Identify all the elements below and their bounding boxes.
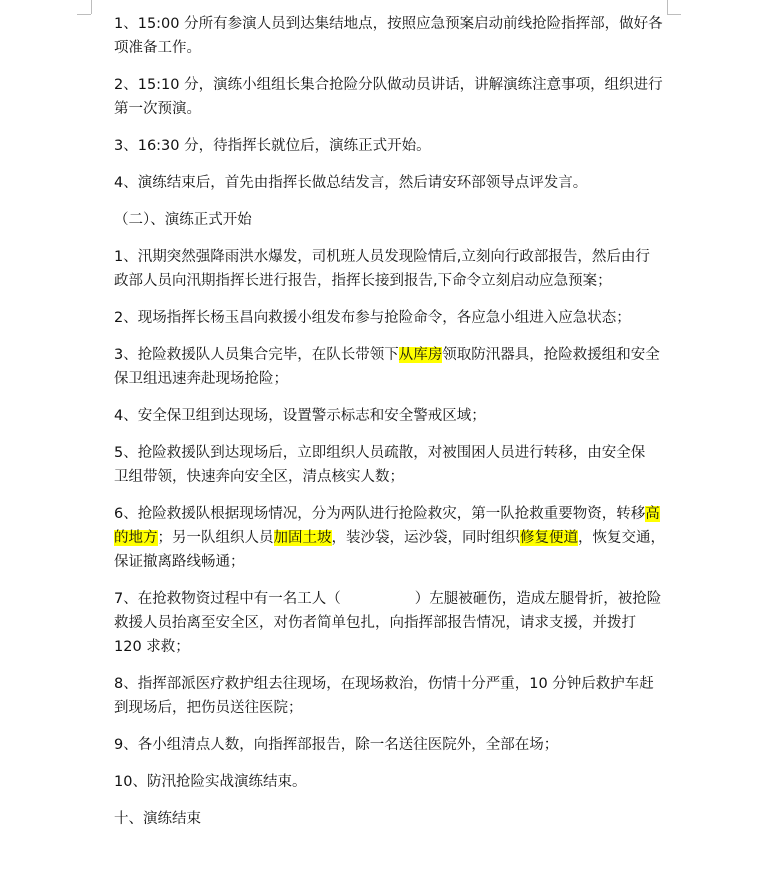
text-line	[114, 73, 674, 97]
paragraph-p7	[114, 306, 674, 330]
text-line	[114, 696, 674, 720]
page-corner-mark-left	[91, 0, 92, 14]
text-line	[114, 770, 674, 794]
text-run: 2、现场指挥长杨玉昌向救援小组发布参与抢险命令，各应急小组进入应急状态；	[114, 310, 631, 326]
text-line	[114, 733, 674, 757]
paragraph-p14	[114, 733, 674, 757]
text-line	[114, 404, 674, 428]
paragraph-p4	[114, 171, 674, 195]
text-line	[114, 343, 674, 367]
text-run: 7、在抢救物资过程中有一名工人（	[114, 591, 341, 607]
text-line	[114, 171, 674, 195]
text-run: 十、演练结束	[114, 811, 201, 827]
highlighted-text: 修复便道	[520, 530, 578, 546]
text-run: 9、各小组清点人数，向指挥部报告，除一名送往医院外，全部在场；	[114, 737, 559, 753]
paragraph-p12	[114, 587, 674, 659]
paragraph-p9	[114, 404, 674, 428]
text-line	[114, 12, 674, 36]
paragraph-p15	[114, 770, 674, 794]
text-run: 120 求救；	[114, 639, 190, 655]
text-line	[114, 807, 674, 831]
text-run: 项准备工作。	[114, 40, 201, 56]
text-run: 政部人员向汛期指挥长进行报告，指挥长接到报告,下命令立刻启动应急预案；	[114, 273, 612, 289]
text-line	[114, 672, 674, 696]
paragraph-p3	[114, 134, 674, 158]
paragraph-p13	[114, 672, 674, 720]
text-run: 5、抢险救援队到达现场后，立即组织人员疏散，对被围困人员进行转移，由安全保	[114, 445, 646, 461]
text-run: ；另一队组织人员	[157, 530, 274, 546]
text-line	[114, 134, 674, 158]
text-line	[114, 635, 674, 659]
text-line	[114, 587, 674, 611]
highlighted-text: 从库房	[398, 347, 443, 363]
text-line	[114, 441, 674, 465]
paragraph-p8	[114, 343, 674, 391]
text-run: ，恢复交通，	[578, 530, 665, 546]
text-run: 到现场后，把伤员送往医院；	[114, 700, 303, 716]
text-run: 救援人员抬离至安全区，对伤者简单包扎，向指挥部报告情况，请求支援，并拨打	[114, 615, 636, 631]
text-run: （二）、演练正式开始	[114, 212, 252, 228]
text-line	[114, 208, 674, 232]
text-line	[114, 269, 674, 293]
text-run: 1、15:00 分所有参演人员到达集结地点，按照应急预案启动前线抢险指挥部，做好各	[114, 16, 663, 32]
text-line	[114, 367, 674, 391]
page-corner-mark-left-horizontal	[77, 14, 91, 15]
text-run: 1、汛期突然强降雨洪水爆发，司机班人员发现险情后,立刻向行政部报告，然后由行	[114, 249, 650, 265]
text-line	[114, 526, 674, 550]
text-run: 领取防汛器具，抢险救援组和安全	[442, 347, 660, 363]
text-line	[114, 97, 674, 121]
paragraph-p10	[114, 441, 674, 489]
text-run: 保证撤离路线畅通；	[114, 554, 245, 570]
highlighted-text: 的地方	[114, 530, 158, 546]
text-line	[114, 465, 674, 489]
text-line	[114, 36, 674, 60]
text-run: 10、防汛抢险实战演练结束。	[114, 774, 307, 790]
text-run: 4、演练结束后，首先由指挥长做总结发言，然后请安环部领导点评发言。	[114, 175, 588, 191]
highlighted-text: 加固土坡	[273, 530, 332, 546]
text-run: ）左腿被砸伤，造成左腿骨折，被抢险	[414, 591, 662, 607]
text-run: 8、指挥部派医疗救护组去往现场，在现场救治，伤情十分严重，10 分钟后救护车赶	[114, 676, 654, 692]
text-run: 6、抢险救援队根据现场情况，分为两队进行抢险救灾，第一队抢救重要物资，转移	[114, 506, 646, 522]
document-body[interactable]	[114, 12, 674, 844]
text-run: 第一次预演。	[114, 101, 201, 117]
text-run: 3、抢险救援队人员集合完毕，在队长带领下	[114, 347, 399, 363]
text-line	[114, 245, 674, 269]
text-line	[114, 502, 674, 526]
text-line	[114, 306, 674, 330]
text-run: 2、15:10 分，演练小组组长集合抢险分队做动员讲话，讲解演练注意事项，组织进行	[114, 77, 663, 93]
text-line	[114, 550, 674, 574]
text-run: 保卫组迅速奔赴现场抢险；	[114, 371, 288, 387]
text-run: 卫组带领，快速奔向安全区，清点核实人数；	[114, 469, 404, 485]
paragraph-p16	[114, 807, 674, 831]
text-run: 3、16:30 分，待指挥长就位后，演练正式开始。	[114, 138, 431, 154]
text-line	[114, 611, 674, 635]
text-run: ，装沙袋，运沙袋，同时组织	[331, 530, 520, 546]
paragraph-p1	[114, 12, 674, 60]
highlighted-text: 高	[645, 506, 660, 522]
paragraph-p2	[114, 73, 674, 121]
text-run: 4、安全保卫组到达现场，设置警示标志和安全警戒区域；	[114, 408, 486, 424]
paragraph-p11	[114, 502, 674, 574]
paragraph-p6	[114, 245, 674, 293]
paragraph-p5	[114, 208, 674, 232]
